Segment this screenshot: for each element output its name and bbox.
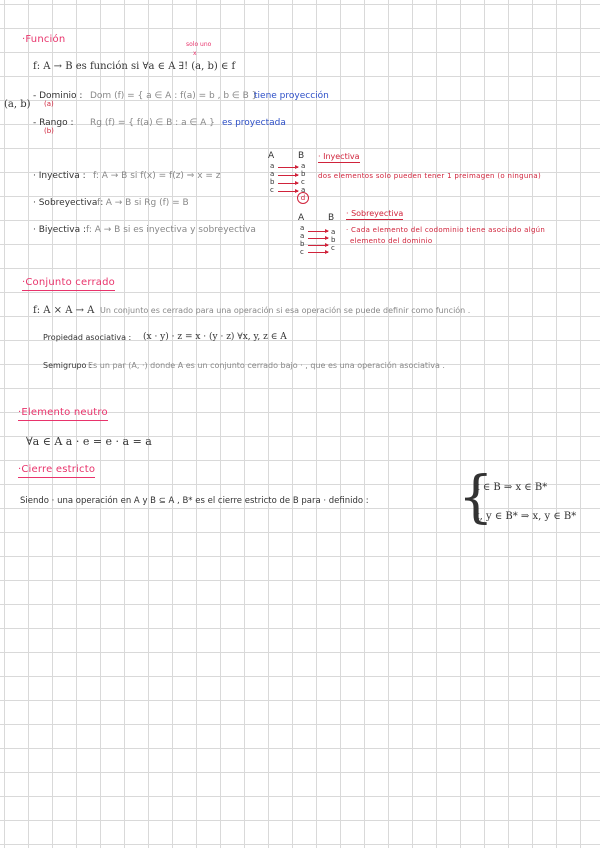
biyectiva-formula: f: A → B si es inyectiva y sobreyectiva [86, 225, 256, 235]
diag1-left-item: a [270, 162, 275, 170]
section-conjunto-heading: ·Conjunto cerrado [22, 278, 115, 291]
diag2-text-line2: elemento del dominio [350, 237, 433, 245]
diag1-text: dos elementos solo pueden tener 1 preimagen (o ninguna) [318, 172, 542, 180]
semigrupo-text: Es un par (A, ·) donde A es un conjunto cerrado bajo · , que es una operación asociativa . [88, 361, 445, 370]
diag1-circled: d [297, 192, 309, 204]
diag2-arrow [308, 252, 328, 253]
diag2-left-item: b [300, 240, 305, 248]
note-solo-uno: solo uno [186, 41, 212, 48]
diag2-arrow [308, 231, 328, 232]
diag2-col-b: B [328, 213, 335, 223]
diag1-right-item: a [301, 186, 306, 194]
diag1-right-item: b [301, 170, 306, 178]
diag1-right-item: c [301, 178, 305, 186]
diag2-left-item: c [300, 248, 304, 256]
dominio-sub: (a) [44, 100, 54, 108]
rango-formula: Rg (f) = { f(a) ∈ B : a ∈ A } [90, 118, 215, 128]
rango-label: - Rango : [33, 118, 74, 128]
rango-sub: (b) [44, 127, 54, 135]
asociativa-formula: (x · y) · z = x · (y · z) ∀x, y, z ∈ A [143, 332, 287, 342]
diag2-right-item: c [331, 244, 335, 252]
diag2-left-item: a [300, 224, 305, 232]
diag1-arrow [278, 167, 298, 168]
section-cierre-heading: ·Cierre estricto [18, 465, 95, 478]
neutro-formula: ∀a ∈ A a · e = e · a = a [26, 435, 152, 448]
dominio-note: tiene proyección [254, 91, 329, 101]
sobreyectiva-formula: f: A → B si Rg (f) = B [97, 198, 189, 208]
section-neutro-heading: ·Elemento neutro [18, 408, 108, 421]
diag1-title: · Inyectiva [318, 152, 360, 161]
diag2-right-item: b [331, 236, 336, 244]
cierre-case-1: x ∈ B ⇒ x ∈ B* [474, 482, 548, 493]
conjunto-formula: f: A × A → A [33, 305, 95, 316]
inyectiva-label: · Inyectiva : [33, 171, 86, 181]
pair-label: (a, b) [4, 99, 31, 110]
semigrupo-label: Semigrupo : [43, 361, 92, 370]
diag2-arrow [308, 245, 328, 246]
diag1-arrow [278, 191, 298, 192]
diag1-col-b: B [298, 151, 305, 161]
diag2-text-line1: · Cada elemento del codominio tiene asociado algún [346, 226, 546, 234]
diag2-arrow [308, 238, 328, 239]
diag1-left-item: b [270, 178, 275, 186]
dominio-formula: Dom (f) = { a ∈ A : f(a) = b , b ∈ B } [90, 91, 258, 101]
inyectiva-formula: f: A → B si f(x) = f(z) ⇒ x = z [93, 171, 221, 181]
funcion-definition: f: A → B es función si ∀a ∈ A ∃! (a, b) ∈ f [33, 61, 236, 72]
diag1-col-a: A [268, 151, 275, 161]
section-funcion-heading: ·Función [22, 34, 66, 45]
biyectiva-label: · Biyectiva : [33, 225, 86, 235]
diag2-title: · Sobreyectiva [346, 209, 404, 218]
diag2-col-a: A [298, 213, 305, 223]
cierre-brace: { [458, 465, 494, 530]
diag1-left-item: c [270, 186, 274, 194]
diag2-left-item: a [300, 232, 305, 240]
cierre-text: Siendo · una operación en A y B ⊆ A , B* es el cierre estricto de B para · definido : [20, 496, 369, 506]
cierre-case-2: x, y ∈ B* ⇒ x, y ∈ B* [474, 511, 577, 522]
diag2-right-item: a [331, 228, 336, 236]
diag1-right-item: a [301, 162, 306, 170]
conjunto-definition: Un conjunto es cerrado para una operación si esa operación se puede definir como función . [100, 306, 471, 315]
diag1-left-item: a [270, 170, 275, 178]
diag1-arrow [278, 175, 298, 176]
sobreyectiva-label: · Sobreyectiva : [33, 198, 104, 208]
dominio-label: - Dominio : [33, 91, 83, 101]
diag1-arrow [278, 183, 298, 184]
rango-note: es proyectada [222, 118, 286, 128]
asociativa-label: Propiedad asociativa : [43, 333, 132, 342]
note-x: x [193, 50, 197, 57]
